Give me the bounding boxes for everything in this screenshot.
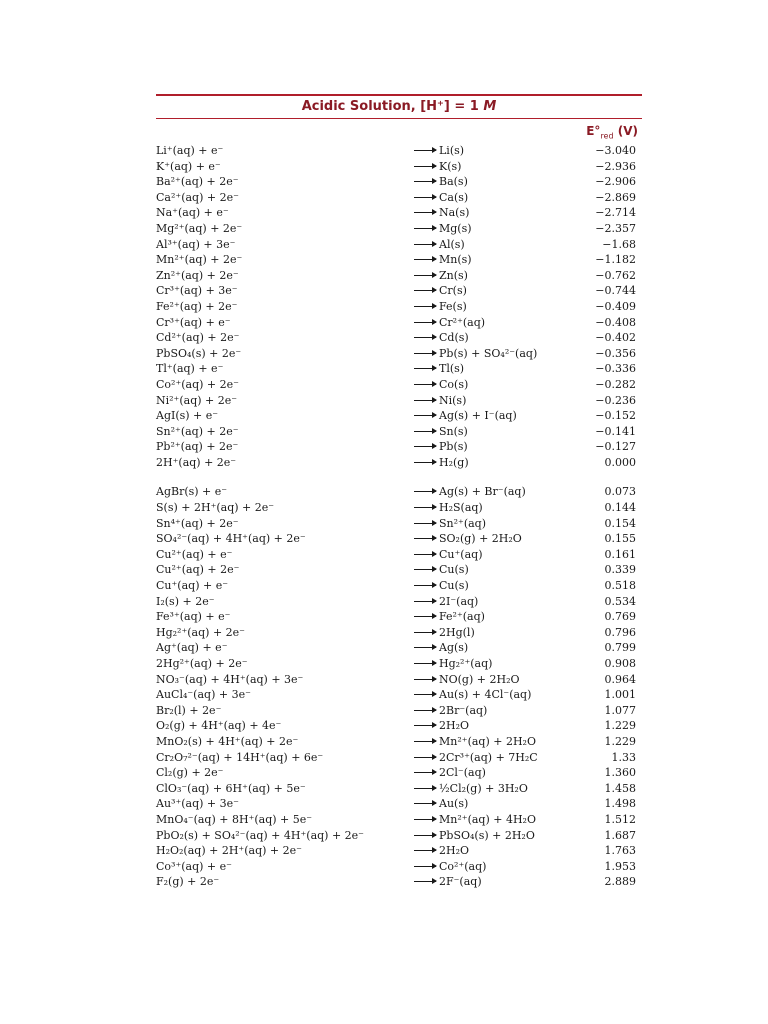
- product-cell: Ca(s): [439, 190, 469, 204]
- reactant-cell: Fe²⁺(aq) + 2e⁻: [156, 299, 238, 313]
- product-cell: Au(s) + 4Cl⁻(aq): [439, 688, 532, 702]
- product-cell: 2Cr³⁺(aq) + 7H₂C: [439, 750, 538, 764]
- reactant-cell: Cu²⁺(aq) + e⁻: [156, 547, 233, 561]
- potential-cell: 1.763: [604, 844, 636, 858]
- reactant-cell: Pb²⁺(aq) + 2e⁻: [156, 440, 239, 454]
- table-row: [156, 625, 642, 641]
- reactant-cell: Ag⁺(aq) + e⁻: [156, 641, 228, 655]
- reaction-arrow-icon: [414, 181, 436, 182]
- potential-cell: 1.33: [611, 750, 636, 764]
- reaction-arrow-icon: [414, 306, 436, 307]
- table-title-text: Acidic Solution, [H⁺] = 1: [301, 99, 484, 114]
- reaction-arrow-icon: [414, 415, 436, 416]
- table-section: [156, 143, 642, 470]
- potential-cell: 1.001: [604, 688, 636, 702]
- reactant-cell: Cr₂O₇²⁻(aq) + 14H⁺(aq) + 6e⁻: [156, 750, 324, 764]
- reactant-cell: PbSO₄(s) + 2e⁻: [156, 346, 242, 360]
- table-row: [156, 377, 642, 393]
- reaction-arrow-icon: [414, 523, 436, 524]
- reaction-arrow-icon: [414, 694, 436, 695]
- reactant-cell: I₂(s) + 2e⁻: [156, 594, 215, 608]
- potential-cell: 1.512: [604, 812, 636, 826]
- table-row: [156, 547, 642, 563]
- reactant-cell: AuCl₄⁻(aq) + 3e⁻: [156, 688, 251, 702]
- reactant-cell: AgBr(s) + e⁻: [156, 485, 228, 499]
- potential-cell: −2.936: [595, 159, 636, 173]
- table-row: [156, 531, 642, 547]
- potential-cell: 1.229: [604, 719, 636, 733]
- potential-cell: −2.906: [595, 175, 636, 189]
- potential-cell: 0.769: [604, 610, 636, 624]
- table-row: [156, 484, 642, 500]
- reaction-arrow-icon: [414, 772, 436, 773]
- product-cell: Fe²⁺(aq): [439, 610, 485, 624]
- potential-cell: −2.714: [595, 206, 636, 220]
- reaction-arrow-icon: [414, 803, 436, 804]
- table-row: [156, 283, 642, 299]
- reactant-cell: Ba²⁺(aq) + 2e⁻: [156, 175, 239, 189]
- reactant-cell: Cr³⁺(aq) + e⁻: [156, 315, 231, 329]
- reaction-arrow-icon: [414, 881, 436, 882]
- product-cell: Li(s): [439, 144, 465, 157]
- e-column-header: [156, 119, 642, 143]
- reaction-arrow-icon: [414, 663, 436, 664]
- potential-cell: −0.127: [595, 440, 636, 454]
- reactant-cell: Co²⁺(aq) + 2e⁻: [156, 377, 239, 391]
- table-row: [156, 361, 642, 377]
- reaction-arrow-icon: [414, 431, 436, 432]
- potential-cell: 0.000: [604, 455, 636, 469]
- potential-cell: −0.402: [595, 331, 636, 345]
- reactant-cell: Cd²⁺(aq) + 2e⁻: [156, 331, 240, 345]
- table-row: [156, 500, 642, 516]
- table-row: [156, 268, 642, 284]
- product-cell: Mn²⁺(aq) + 4H₂O: [439, 812, 536, 826]
- product-cell: Ag(s) + Br⁻(aq): [439, 485, 526, 499]
- potential-cell: 0.799: [604, 641, 636, 655]
- potential-cell: 0.518: [604, 579, 636, 593]
- reactant-cell: Cu²⁺(aq) + 2e⁻: [156, 563, 240, 577]
- table-row: [156, 408, 642, 424]
- potential-cell: −1.68: [602, 237, 636, 251]
- reaction-arrow-icon: [414, 788, 436, 789]
- potential-cell: 2.889: [604, 875, 636, 889]
- reaction-arrow-icon: [414, 150, 436, 151]
- table-row: [156, 237, 642, 253]
- reactant-cell: Sn⁴⁺(aq) + 2e⁻: [156, 516, 239, 530]
- product-cell: Hg₂²⁺(aq): [439, 657, 493, 670]
- reactant-cell: Hg₂²⁺(aq) + 2e⁻: [156, 625, 245, 639]
- table-row: [156, 828, 642, 844]
- reaction-arrow-icon: [414, 819, 436, 820]
- product-cell: 2Cl⁻(aq): [439, 766, 486, 780]
- reaction-arrow-icon: [414, 275, 436, 276]
- table-row: [156, 874, 642, 890]
- reactant-cell: Na⁺(aq) + e⁻: [156, 206, 229, 220]
- potential-cell: −0.356: [595, 346, 636, 360]
- product-cell: Al(s): [439, 237, 465, 251]
- reactant-cell: Al³⁺(aq) + 3e⁻: [156, 237, 236, 251]
- table-row: [156, 781, 642, 797]
- potential-cell: −2.869: [595, 190, 636, 204]
- product-cell: PbSO₄(s) + 2H₂O: [439, 828, 535, 842]
- reaction-arrow-icon: [414, 244, 436, 245]
- table-row: [156, 812, 642, 828]
- e-header-symbol: E°: [586, 124, 601, 138]
- reduction-potential-table: [156, 94, 642, 890]
- product-cell: Mn(s): [439, 253, 472, 267]
- product-cell: Co(s): [439, 377, 469, 391]
- potential-cell: 0.073: [604, 485, 636, 499]
- table-row: [156, 439, 642, 455]
- potential-cell: 0.339: [604, 563, 636, 577]
- reactant-cell: SO₄²⁻(aq) + 4H⁺(aq) + 2e⁻: [156, 532, 306, 546]
- reactant-cell: Cu⁺(aq) + e⁻: [156, 579, 229, 593]
- reactant-cell: 2H⁺(aq) + 2e⁻: [156, 455, 237, 469]
- potential-cell: 0.964: [604, 672, 636, 686]
- product-cell: 2I⁻(aq): [439, 594, 479, 608]
- reactant-cell: ClO₃⁻(aq) + 6H⁺(aq) + 5e⁻: [156, 781, 306, 795]
- reaction-arrow-icon: [414, 353, 436, 354]
- table-row: [156, 562, 642, 578]
- product-cell: Tl(s): [439, 362, 465, 376]
- table-row: [156, 424, 642, 440]
- reactant-cell: Zn²⁺(aq) + 2e⁻: [156, 268, 239, 282]
- reactant-cell: AgI(s) + e⁻: [156, 409, 219, 423]
- product-cell: 2F⁻(aq): [439, 875, 482, 889]
- product-cell: 2Hg(l): [439, 625, 475, 639]
- reaction-arrow-icon: [414, 710, 436, 711]
- reactant-cell: MnO₂(s) + 4H⁺(aq) + 2e⁻: [156, 734, 299, 748]
- reactant-cell: Br₂(l) + 2e⁻: [156, 703, 222, 717]
- reactant-cell: F₂(g) + 2e⁻: [156, 875, 220, 889]
- reaction-arrow-icon: [414, 616, 436, 617]
- potential-cell: 0.144: [604, 501, 636, 515]
- table-row: [156, 221, 642, 237]
- table-row: [156, 843, 642, 859]
- table-row: [156, 734, 642, 750]
- e-header-unit: (V): [613, 124, 638, 138]
- table-row: [156, 143, 642, 159]
- reaction-arrow-icon: [414, 322, 436, 323]
- product-cell: Fe(s): [439, 299, 467, 313]
- reaction-arrow-icon: [414, 166, 436, 167]
- reaction-arrow-icon: [414, 368, 436, 369]
- reaction-arrow-icon: [414, 725, 436, 726]
- reaction-arrow-icon: [414, 866, 436, 867]
- reaction-arrow-icon: [414, 554, 436, 555]
- reaction-arrow-icon: [414, 601, 436, 602]
- reaction-arrow-icon: [414, 679, 436, 680]
- product-cell: H₂S(aq): [439, 501, 483, 515]
- potential-cell: −0.408: [595, 315, 636, 329]
- product-cell: Au(s): [439, 797, 469, 811]
- reactant-cell: PbO₂(s) + SO₄²⁻(aq) + 4H⁺(aq) + 2e⁻: [156, 828, 364, 842]
- product-cell: K(s): [439, 159, 462, 173]
- reaction-arrow-icon: [414, 259, 436, 260]
- reaction-arrow-icon: [414, 462, 436, 463]
- reactant-cell: O₂(g) + 4H⁺(aq) + 4e⁻: [156, 719, 282, 733]
- table-row: [156, 578, 642, 594]
- product-cell: ½Cl₂(g) + 3H₂O: [439, 781, 528, 795]
- potential-cell: −0.336: [595, 362, 636, 376]
- potential-cell: 1.229: [604, 734, 636, 748]
- potential-cell: 0.155: [604, 532, 636, 546]
- reaction-arrow-icon: [414, 538, 436, 539]
- table-row: [156, 330, 642, 346]
- reaction-arrow-icon: [414, 212, 436, 213]
- table-row: [156, 750, 642, 766]
- product-cell: Pb(s): [439, 440, 468, 454]
- table-row: [156, 455, 642, 471]
- reaction-arrow-icon: [414, 835, 436, 836]
- product-cell: 2Br⁻(aq): [439, 703, 488, 717]
- potential-cell: −0.152: [595, 409, 636, 423]
- table-title: [156, 94, 642, 119]
- product-cell: Cd(s): [439, 331, 469, 345]
- table-row: [156, 299, 642, 315]
- reaction-arrow-icon: [414, 507, 436, 508]
- potential-cell: 0.154: [604, 516, 636, 530]
- product-cell: NO(g) + 2H₂O: [439, 672, 520, 686]
- table-row: [156, 516, 642, 532]
- reactant-cell: Fe³⁺(aq) + e⁻: [156, 610, 231, 624]
- table-row: [156, 859, 642, 875]
- potential-cell: −0.282: [595, 377, 636, 391]
- table-row: [156, 672, 642, 688]
- table-row: [156, 703, 642, 719]
- table-row: [156, 205, 642, 221]
- reactant-cell: NO₃⁻(aq) + 4H⁺(aq) + 3e⁻: [156, 672, 304, 686]
- potential-cell: 0.161: [604, 547, 636, 561]
- table-row: [156, 190, 642, 206]
- potential-cell: 1.077: [604, 703, 636, 717]
- product-cell: SO₂(g) + 2H₂O: [439, 532, 522, 546]
- product-cell: Mg(s): [439, 221, 472, 235]
- table-row: [156, 315, 642, 331]
- reaction-arrow-icon: [414, 197, 436, 198]
- potential-cell: −0.744: [595, 284, 636, 298]
- reactant-cell: Ni²⁺(aq) + 2e⁻: [156, 393, 238, 407]
- product-cell: Co²⁺(aq): [439, 859, 487, 873]
- table-title-unit: M: [483, 99, 497, 114]
- table-row: [156, 594, 642, 610]
- potential-cell: −3.040: [595, 144, 636, 157]
- product-cell: 2H₂O: [439, 844, 470, 858]
- table-row: [156, 765, 642, 781]
- reactant-cell: H₂O₂(aq) + 2H⁺(aq) + 2e⁻: [156, 844, 302, 858]
- product-cell: Cu(s): [439, 563, 469, 577]
- reaction-arrow-icon: [414, 850, 436, 851]
- reactant-cell: Mn²⁺(aq) + 2e⁻: [156, 253, 243, 267]
- product-cell: Ag(s): [439, 641, 469, 655]
- reactant-cell: Ca²⁺(aq) + 2e⁻: [156, 190, 239, 204]
- table-row: [156, 796, 642, 812]
- potential-cell: 1.953: [604, 859, 636, 873]
- potential-cell: 0.796: [604, 625, 636, 639]
- potential-cell: 0.534: [604, 594, 636, 608]
- table-section: [156, 484, 642, 889]
- reaction-arrow-icon: [414, 290, 436, 291]
- table-row: [156, 718, 642, 734]
- reaction-arrow-icon: [414, 491, 436, 492]
- potential-cell: 1.458: [604, 781, 636, 795]
- potential-cell: −0.236: [595, 393, 636, 407]
- reaction-arrow-icon: [414, 757, 436, 758]
- reaction-arrow-icon: [414, 585, 436, 586]
- reaction-arrow-icon: [414, 632, 436, 633]
- potential-cell: 1.687: [604, 828, 636, 842]
- reactant-cell: Au³⁺(aq) + 3e⁻: [156, 797, 239, 811]
- reaction-arrow-icon: [414, 400, 436, 401]
- reactant-cell: Cr³⁺(aq) + 3e⁻: [156, 284, 238, 298]
- table-row: [156, 252, 642, 268]
- product-cell: Mn²⁺(aq) + 2H₂O: [439, 734, 536, 748]
- product-cell: Cr²⁺(aq): [439, 315, 486, 329]
- reactant-cell: Cl₂(g) + 2e⁻: [156, 766, 224, 780]
- product-cell: Cr(s): [439, 284, 467, 298]
- reaction-arrow-icon: [414, 337, 436, 338]
- potential-cell: −0.141: [595, 424, 636, 438]
- table-row: [156, 159, 642, 175]
- table-row: [156, 609, 642, 625]
- reactant-cell: Sn²⁺(aq) + 2e⁻: [156, 424, 239, 438]
- product-cell: Ba(s): [439, 175, 468, 189]
- reaction-arrow-icon: [414, 446, 436, 447]
- table-row: [156, 346, 642, 362]
- reaction-arrow-icon: [414, 741, 436, 742]
- reactant-cell: 2Hg²⁺(aq) + 2e⁻: [156, 657, 248, 670]
- e-header-subscript: red: [600, 131, 614, 141]
- table-row: [156, 656, 642, 672]
- reactant-cell: Co³⁺(aq) + e⁻: [156, 859, 232, 873]
- reactant-cell: S(s) + 2H⁺(aq) + 2e⁻: [156, 501, 275, 515]
- reaction-arrow-icon: [414, 569, 436, 570]
- product-cell: Ni(s): [439, 393, 467, 407]
- reactant-cell: Mg²⁺(aq) + 2e⁻: [156, 221, 243, 235]
- potential-cell: −0.409: [595, 299, 636, 313]
- table-row: [156, 393, 642, 409]
- potential-cell: 1.360: [604, 766, 636, 780]
- reactant-cell: MnO₄⁻(aq) + 8H⁺(aq) + 5e⁻: [156, 812, 313, 826]
- product-cell: Na(s): [439, 206, 470, 220]
- table-body: [156, 143, 642, 890]
- reaction-arrow-icon: [414, 384, 436, 385]
- reactant-cell: Li⁺(aq) + e⁻: [156, 144, 224, 157]
- reactant-cell: K⁺(aq) + e⁻: [156, 159, 221, 173]
- product-cell: Pb(s) + SO₄²⁻(aq): [439, 346, 538, 360]
- reaction-arrow-icon: [414, 647, 436, 648]
- product-cell: Ag(s) + I⁻(aq): [439, 409, 517, 423]
- product-cell: Sn(s): [439, 424, 468, 438]
- product-cell: Sn²⁺(aq): [439, 516, 487, 530]
- potential-cell: −1.182: [595, 253, 636, 267]
- product-cell: Zn(s): [439, 268, 468, 282]
- reactant-cell: Tl⁺(aq) + e⁻: [156, 362, 224, 376]
- potential-cell: 1.498: [604, 797, 636, 811]
- potential-cell: −0.762: [595, 268, 636, 282]
- reaction-arrow-icon: [414, 228, 436, 229]
- product-cell: Cu(s): [439, 579, 469, 593]
- product-cell: H₂(g): [439, 455, 469, 469]
- product-cell: Cu⁺(aq): [439, 547, 483, 561]
- product-cell: 2H₂O: [439, 719, 470, 733]
- potential-cell: −2.357: [595, 221, 636, 235]
- potential-cell: 0.908: [604, 657, 636, 670]
- table-row: [156, 640, 642, 656]
- table-row: [156, 687, 642, 703]
- table-row: [156, 174, 642, 190]
